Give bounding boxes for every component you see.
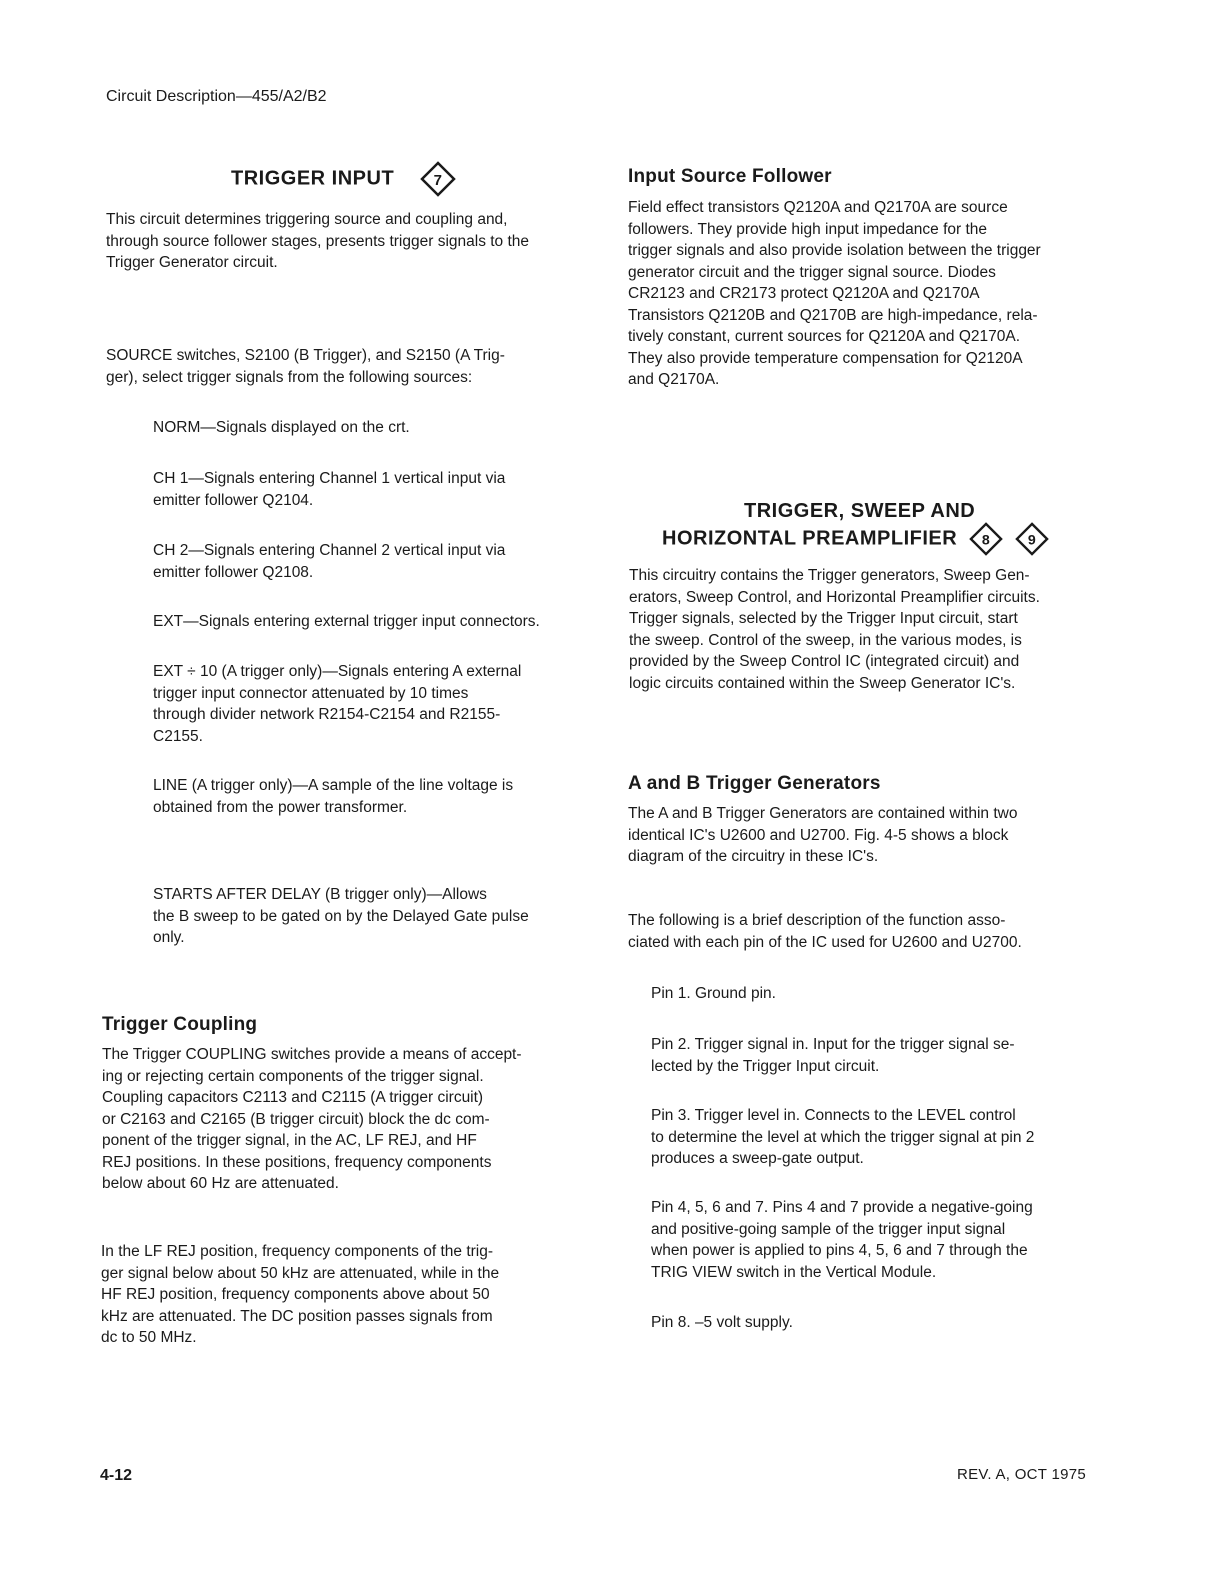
- text-line: through source follower stages, presents trigger signals to the: [106, 232, 530, 250]
- running-title: Circuit Description—455/A2/B2: [106, 88, 327, 105]
- text-line: through divider network R2154-C2154 and R2155-: [153, 706, 501, 723]
- text-line: emitter follower Q2104.: [153, 491, 314, 509]
- text-line: TRIG VIEW switch in the Vertical Module.: [651, 1263, 937, 1281]
- pin-item-8: [651, 1312, 793, 1334]
- trigger-sweep-heading-line2: HORIZONTAL PREAMPLIFIER: [662, 527, 958, 550]
- text-line: EXT—Signals entering external trigger input connectors.: [153, 613, 540, 630]
- revision-note: REV. A, OCT 1975: [957, 1466, 1087, 1483]
- text-line: below about 60 Hz are attenuated.: [102, 1175, 339, 1192]
- text-line: CH 2—Signals entering Channel 2 vertical input via: [153, 542, 506, 559]
- text-line: Pin 8. –5 volt supply.: [651, 1314, 793, 1331]
- text-line: or C2163 and C2165 (B trigger circuit) block the dc com-: [102, 1110, 490, 1128]
- text-line: provided by the Sweep Control IC (integrated circuit) and: [629, 653, 1020, 670]
- text-line: SOURCE switches, S2100 (B Trigger), and S2150 (A Trig-: [106, 347, 505, 364]
- text-line: Pin 2. Trigger signal in. Input for the trigger signal se-: [651, 1036, 1015, 1053]
- trigger-input-title: TRIGGER INPUT: [231, 167, 395, 190]
- text-line: trigger input connector attenuated by 10 times: [153, 684, 469, 702]
- text-line: Field effect transistors Q2120A and Q2170A are source: [628, 199, 1008, 216]
- text-line: identical IC's U2600 and U2700. Fig. 4-5 shows a block: [628, 826, 1009, 844]
- text-line: Transistors Q2120B and Q2170B are high-impedance, rela-: [628, 306, 1038, 324]
- trigger-coupling-heading: Trigger Coupling: [102, 1014, 258, 1035]
- source-item-ext: [153, 611, 540, 633]
- trigger-coupling-paragraph-2: [101, 1241, 499, 1349]
- text-line: The following is a brief description of the function asso-: [628, 912, 1006, 929]
- text-line: kHz are attenuated. The DC position passes signals from: [101, 1307, 493, 1325]
- text-line: diagram of the circuitry in these IC's.: [628, 848, 879, 865]
- diamond-badge-number: 8: [982, 532, 991, 549]
- diamond-badge-number: 9: [1028, 532, 1037, 549]
- text-line: tively constant, current sources for Q2120A and Q2170A.: [628, 328, 1021, 345]
- trigger-coupling-paragraph-1: [102, 1044, 522, 1195]
- text-line: Trigger signals, selected by the Trigger Input circuit, start: [629, 610, 1018, 627]
- text-line: trigger signals and also provide isolation between the trigger: [628, 242, 1041, 259]
- text-line: followers. They provide high input impedance for the: [628, 220, 988, 238]
- text-line: the sweep. Control of the sweep, in the various modes, is: [629, 631, 1022, 649]
- text-line: Pin 4, 5, 6 and 7. Pins 4 and 7 provide a negative-going: [651, 1199, 1033, 1216]
- trigger-generators-paragraph-2: [628, 910, 1022, 953]
- trigger-generators-heading: A and B Trigger Generators: [628, 773, 881, 794]
- pin-item-4-7: [651, 1197, 1033, 1283]
- diamond-badge-icon: [969, 522, 1003, 556]
- trigger-input-heading: [231, 161, 456, 197]
- trigger-input-intro: [106, 209, 529, 274]
- source-item-starts-after-delay: [153, 884, 529, 949]
- text-line: to determine the level at which the trigger signal at pin 2: [651, 1128, 1035, 1146]
- pin-item-1: [651, 983, 776, 1005]
- text-line: They also provide temperature compensation for Q2120A: [628, 349, 1023, 367]
- text-line: ponent of the trigger signal, in the AC, LF REJ, and HF: [102, 1132, 477, 1149]
- text-line: erators, Sweep Control, and Horizontal Preamplifier circuits.: [629, 588, 1040, 606]
- text-line: Coupling capacitors C2113 and C2115 (A trigger circuit): [102, 1089, 484, 1106]
- text-line: the B sweep to be gated on by the Delayed Gate pulse: [153, 907, 529, 925]
- trigger-sweep-heading-line1: TRIGGER, SWEEP AND: [744, 500, 976, 522]
- text-line: dc to 50 MHz.: [101, 1329, 197, 1346]
- trigger-sweep-heading-line2-row: [662, 522, 1049, 556]
- text-line: LINE (A trigger only)—A sample of the line voltage is: [153, 777, 514, 794]
- trigger-sweep-paragraph: [629, 565, 1040, 694]
- text-line: In the LF REJ position, frequency components of the trig-: [101, 1243, 494, 1260]
- source-item-ch1: [153, 468, 505, 511]
- text-line: The Trigger COUPLING switches provide a means of accept-: [102, 1046, 522, 1063]
- text-line: generator circuit and the trigger signal source. Diodes: [628, 263, 996, 281]
- text-line: produces a sweep-gate output.: [651, 1150, 864, 1167]
- text-line: STARTS AFTER DELAY (B trigger only)—Allows: [153, 886, 487, 903]
- text-line: ciated with each pin of the IC used for U2600 and U2700.: [628, 933, 1022, 951]
- text-line: This circuitry contains the Trigger generators, Sweep Gen-: [629, 567, 1030, 584]
- text-line: Pin 1. Ground pin.: [651, 985, 776, 1002]
- text-line: emitter follower Q2108.: [153, 563, 314, 581]
- text-line: ger), select trigger signals from the following sources:: [106, 368, 473, 386]
- source-item-norm: [153, 417, 410, 439]
- trigger-generators-paragraph-1: [628, 803, 1017, 868]
- text-line: ing or rejecting certain components of the trigger signal.: [102, 1067, 484, 1085]
- source-item-ext-div10: [153, 661, 521, 747]
- text-line: logic circuits contained within the Sweep Generator IC's.: [629, 674, 1016, 692]
- text-line: ger signal below about 50 kHz are attenuated, while in the: [101, 1264, 500, 1282]
- text-line: only.: [153, 929, 185, 946]
- text-line: when power is applied to pins 4, 5, 6 and 7 through the: [651, 1242, 1028, 1259]
- text-line: lected by the Trigger Input circuit.: [651, 1057, 880, 1075]
- text-line: obtained from the power transformer.: [153, 798, 408, 816]
- diamond-badge-icon: [420, 161, 456, 197]
- page-number: 4-12: [100, 1467, 133, 1484]
- text-line: EXT ÷ 10 (A trigger only)—Signals entering A external: [153, 663, 522, 680]
- pin-item-2: [651, 1034, 1015, 1077]
- input-source-follower-paragraph: [628, 197, 1041, 391]
- diamond-badge-number: 7: [433, 172, 443, 189]
- text-line: CH 1—Signals entering Channel 1 vertical input via: [153, 470, 506, 487]
- text-line: and Q2170A.: [628, 371, 720, 388]
- pin-item-3: [651, 1105, 1034, 1170]
- text-line: REJ positions. In these positions, frequency components: [102, 1153, 492, 1171]
- text-line: CR2123 and CR2173 protect Q2120A and Q2170A: [628, 285, 980, 302]
- source-paragraph: [106, 345, 505, 388]
- text-line: Trigger Generator circuit.: [106, 254, 278, 271]
- text-line: This circuit determines triggering source and coupling and,: [106, 211, 508, 228]
- diamond-badge-icon: [1015, 522, 1049, 556]
- input-source-follower-heading: Input Source Follower: [628, 166, 832, 187]
- source-item-line: [153, 775, 513, 818]
- text-line: HF REJ position, frequency components above about 50: [101, 1286, 490, 1303]
- text-line: NORM—Signals displayed on the crt.: [153, 419, 410, 436]
- text-line: Pin 3. Trigger level in. Connects to the LEVEL control: [651, 1107, 1016, 1124]
- source-item-ch2: [153, 540, 505, 583]
- text-line: C2155.: [153, 727, 203, 745]
- text-line: and positive-going sample of the trigger input signal: [651, 1220, 1006, 1238]
- text-line: The A and B Trigger Generators are contained within two: [628, 805, 1018, 822]
